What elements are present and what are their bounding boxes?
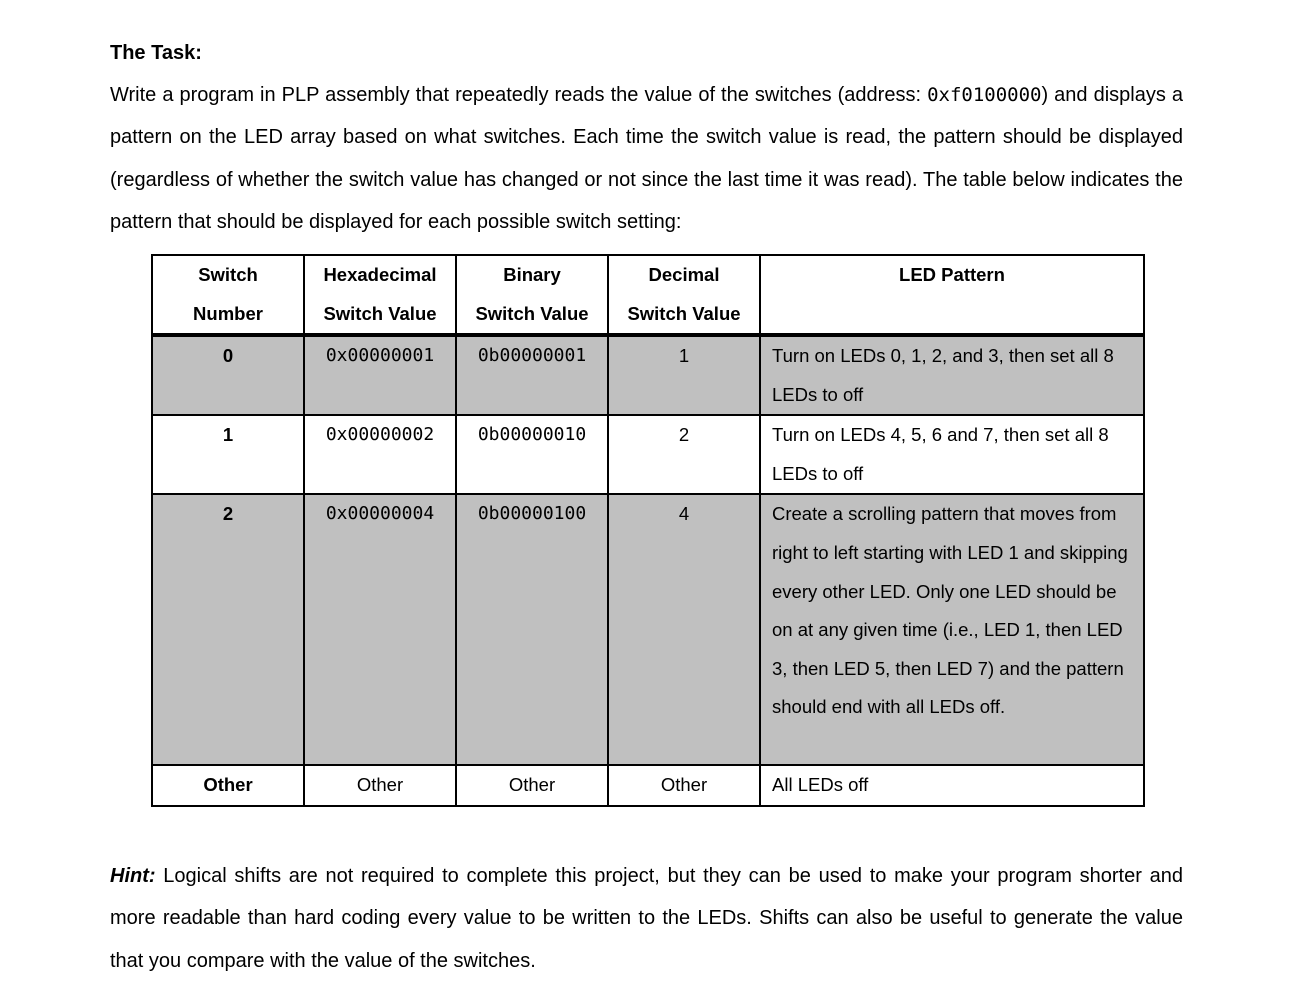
cell-decimal: 1 <box>608 335 760 415</box>
cell-binary: Other <box>456 765 608 806</box>
header-led-pattern: LED Pattern <box>760 255 1144 335</box>
cell-switch-number: 0 <box>152 335 304 415</box>
cell-hex: 0x00000001 <box>304 335 456 415</box>
cell-switch-number: Other <box>152 765 304 806</box>
cell-binary: 0b00000001 <box>456 335 608 415</box>
table-row <box>152 335 1144 415</box>
cell-decimal: Other <box>608 765 760 806</box>
cell-led-pattern: All LEDs off <box>760 765 1144 806</box>
cell-switch-number: 1 <box>152 415 304 494</box>
header-switch-number: Switch Number <box>152 255 304 335</box>
hint-text: Logical shifts are not required to complete this project, but they can be used to make your program shorter and more readable than hard coding every value to be written to the LEDs. Shifts can also be useful to generate the value that you compare with the value of the switches. <box>110 865 1183 972</box>
task-paragraph <box>110 74 1183 243</box>
hint-label: Hint: <box>110 865 156 887</box>
task-heading: The Task: <box>110 42 202 64</box>
cell-hex: Other <box>304 765 456 806</box>
hint-paragraph <box>110 855 1183 982</box>
cell-led-pattern: Turn on LEDs 4, 5, 6 and 7, then set all 8 LEDs to off <box>760 415 1144 494</box>
cell-binary: 0b00000100 <box>456 494 608 765</box>
cell-led-pattern: Create a scrolling pattern that moves from right to left starting with LED 1 and skipping every other LED. Only one LED should be on at any given time (i.e., LED 1, then LED 3, then LED 5, then LED 7) and the pattern should end with all LEDs off. <box>760 494 1144 765</box>
header-hex-value: Hexadecimal Switch Value <box>304 255 456 335</box>
table-row <box>152 494 1144 765</box>
table-row <box>152 415 1144 494</box>
cell-decimal: 2 <box>608 415 760 494</box>
task-text-after-address: ) and displays a pattern on the LED array based on what switches. Each time the switch value is read, the pattern should be displayed (regardless of whether the switch value has changed or not since the last time it was read). The table below indicates the pattern that should be displayed for each possible switch setting: <box>110 84 1184 233</box>
table-row <box>152 765 1144 806</box>
cell-binary: 0b00000010 <box>456 415 608 494</box>
cell-hex: 0x00000002 <box>304 415 456 494</box>
cell-hex: 0x00000004 <box>304 494 456 765</box>
switch-pattern-table <box>151 254 1145 807</box>
header-decimal-value: Decimal Switch Value <box>608 255 760 335</box>
task-text-before-address: Write a program in PLP assembly that repeatedly reads the value of the switches (address: <box>110 84 928 106</box>
header-binary-value: Binary Switch Value <box>456 255 608 335</box>
cell-switch-number: 2 <box>152 494 304 765</box>
switch-address: 0xf0100000 <box>927 84 1042 106</box>
table-header-row <box>152 255 1144 335</box>
cell-led-pattern: Turn on LEDs 0, 1, 2, and 3, then set all 8 LEDs to off <box>760 335 1144 415</box>
cell-decimal: 4 <box>608 494 760 765</box>
